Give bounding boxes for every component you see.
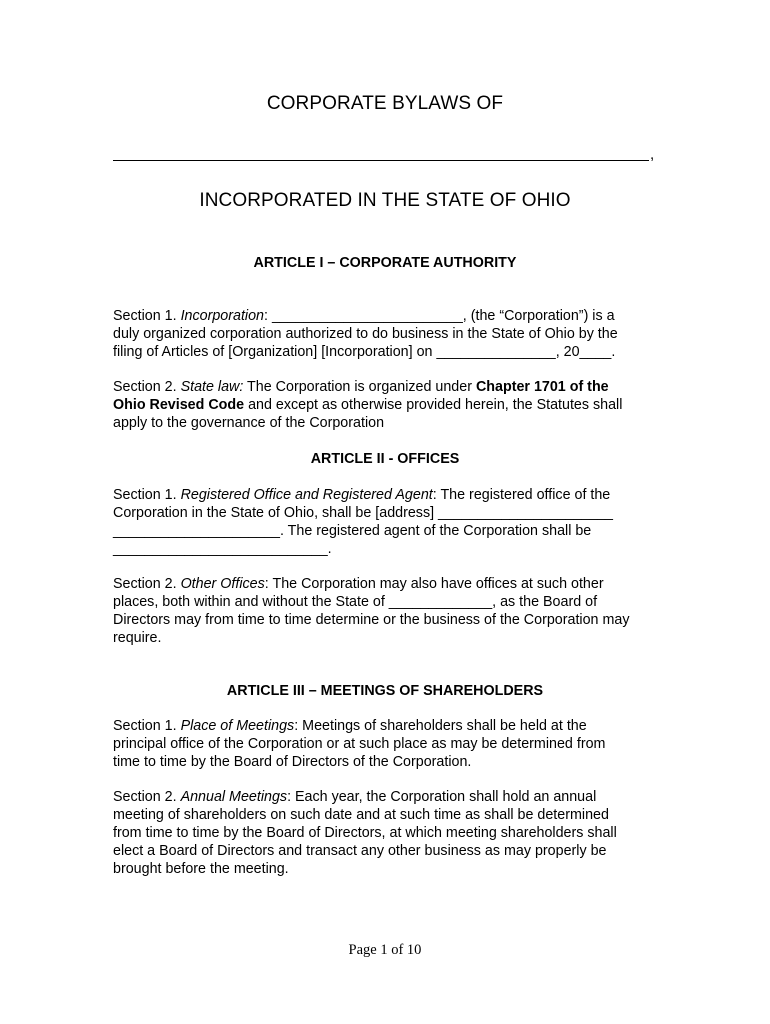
section-text: : Each year, the Corporation shall hold an annual	[287, 789, 597, 805]
paragraph-line	[113, 575, 661, 593]
article-1-heading: ARTICLE I – CORPORATE AUTHORITY	[253, 255, 517, 271]
paragraph-line: Corporation in the State of Ohio, shall be [address] ______________________	[113, 505, 613, 521]
company-name-comma: ,	[650, 146, 655, 163]
paragraph-line: elect a Board of Directors and transact any other business as may properly be	[113, 843, 607, 859]
paragraph-line: principal office of the Corporation or at such place as may be determined from	[113, 736, 606, 752]
article-3-section-2	[113, 788, 661, 878]
paragraph-line: apply to the governance of the Corporation	[113, 415, 385, 431]
document-subtitle: INCORPORATED IN THE STATE OF OHIO	[199, 190, 571, 211]
article-3-heading: ARTICLE III – MEETINGS OF SHAREHOLDERS	[226, 683, 544, 699]
paragraph-line: from time to time by the Board of Directors, at which meeting shareholders shall	[113, 825, 617, 841]
section-title: Registered Office and Registered Agent	[180, 487, 433, 503]
paragraph-line: filing of Articles of [Organization] [Incorporation] on _______________, 20____.	[113, 344, 616, 360]
section-label: Section 1.	[113, 718, 181, 734]
section-label: Section 1.	[113, 487, 181, 503]
paragraph-line	[113, 396, 661, 414]
paragraph-line: require.	[113, 630, 162, 646]
section-text: : The registered office of the	[432, 487, 611, 503]
section-text: : The Corporation may also have offices at such other	[264, 576, 604, 592]
article-1-section-2	[113, 378, 661, 432]
paragraph-line	[113, 486, 661, 504]
paragraph-line	[113, 717, 661, 735]
paragraph-line: duly organized corporation authorized to do business in the State of Ohio by the	[113, 326, 618, 342]
article-1-section-1	[113, 307, 661, 361]
company-name-blank	[113, 160, 649, 161]
section-text: and except as otherwise provided herein, the Statutes shall	[244, 397, 623, 413]
paragraph-line: ___________________________.	[113, 541, 332, 557]
section-label: Section 1.	[113, 308, 181, 324]
section-label: Section 2.	[113, 789, 181, 805]
section-text-bold: Ohio Revised Code	[113, 397, 245, 413]
paragraph-line: meeting of shareholders on such date and at such time as shall be determined	[113, 807, 609, 823]
paragraph-line: _____________________. The registered agent of the Corporation shall be	[113, 523, 592, 539]
page-number: Page 1 of 10	[348, 942, 422, 958]
article-3-section-1	[113, 717, 661, 771]
paragraph-line	[113, 378, 661, 396]
section-title: State law:	[180, 379, 244, 395]
paragraph-line: Directors may from time to time determine or the business of the Corporation may	[113, 612, 630, 628]
paragraph-line: places, both within and without the State of _____________, as the Board of	[113, 594, 598, 610]
article-2-heading: ARTICLE II - OFFICES	[310, 451, 460, 467]
article-2-section-2	[113, 575, 661, 647]
paragraph-line	[113, 788, 661, 806]
article-2-section-1	[113, 486, 661, 558]
paragraph-line	[113, 307, 661, 325]
section-text: The Corporation is organized under	[243, 379, 476, 395]
section-title: Incorporation	[180, 308, 265, 324]
section-title: Annual Meetings	[180, 789, 288, 805]
section-title: Other Offices	[180, 576, 265, 592]
section-text-bold: Chapter 1701 of the	[475, 379, 609, 395]
paragraph-line: brought before the meeting.	[113, 861, 289, 877]
section-label: Section 2.	[113, 379, 181, 395]
paragraph-line: time to time by the Board of Directors of the Corporation.	[113, 754, 472, 770]
section-text: : Meetings of shareholders shall be held at the	[294, 718, 587, 734]
document-title: CORPORATE BYLAWS OF	[266, 93, 504, 114]
section-title: Place of Meetings	[180, 718, 295, 734]
section-label: Section 2.	[113, 576, 181, 592]
section-text: : ________________________, (the “Corporation”) is a	[264, 308, 615, 324]
